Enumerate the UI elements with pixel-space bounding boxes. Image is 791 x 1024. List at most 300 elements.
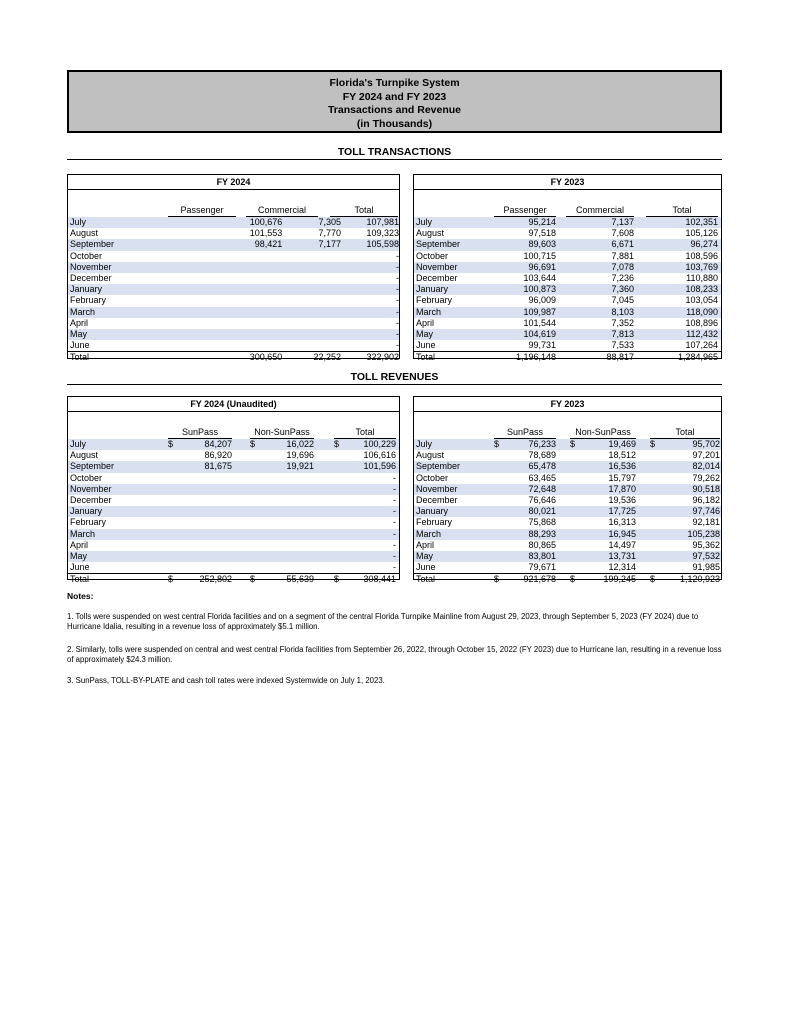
cell-value: - — [396, 250, 399, 261]
cell-value — [250, 562, 314, 573]
revenues-fy2023-table — [413, 396, 722, 585]
cell-value: - — [393, 539, 396, 550]
cell-value: 79,671 — [528, 562, 556, 573]
table-row — [68, 251, 399, 262]
cell-value: - — [393, 550, 396, 561]
row-label: November — [416, 483, 458, 494]
currency-cell — [168, 439, 232, 450]
cell-value — [292, 318, 341, 329]
row-label: May — [416, 550, 434, 561]
table-row — [414, 284, 721, 295]
currency-symbol: $ — [570, 574, 576, 585]
cell-value: 95,702 — [692, 439, 720, 449]
cell-value — [236, 340, 282, 351]
cell-value — [250, 529, 314, 540]
cell-value — [168, 473, 232, 484]
table-row — [68, 239, 399, 250]
cell-value: - — [396, 306, 399, 317]
table-row — [414, 484, 721, 495]
table-row — [414, 318, 721, 329]
cell-value — [292, 329, 341, 340]
cell-value: - — [393, 472, 396, 483]
title-line-3: Transactions and Revenue — [327, 104, 462, 116]
row-label: October — [70, 250, 103, 261]
cell-value: 80,021 — [528, 506, 556, 517]
cell-value: 75,868 — [528, 517, 556, 528]
cell-value: - — [393, 494, 396, 505]
cell-value: 96,691 — [528, 261, 556, 272]
cell-value: - — [393, 528, 396, 539]
row-label: April — [416, 539, 435, 550]
table-row — [68, 473, 399, 484]
cell-value: 83,801 — [528, 550, 556, 561]
cell-value: 112,432 — [686, 328, 718, 339]
col-header: Total — [334, 427, 396, 439]
total-row — [68, 351, 399, 363]
transactions-fy2024-table — [67, 174, 400, 363]
row-label: January — [70, 284, 103, 295]
cell-value: 84,207 — [204, 439, 232, 449]
cell-value: 100,873 — [523, 284, 556, 295]
cell-value — [236, 295, 282, 306]
table-row — [68, 228, 399, 239]
cell-value: 106,616 — [363, 450, 396, 461]
row-label: June — [416, 562, 436, 573]
cell-value: 101,596 — [363, 461, 396, 472]
table-row — [68, 562, 399, 573]
table-row — [414, 273, 721, 284]
row-label: September — [416, 461, 461, 472]
row-label: November — [416, 261, 458, 272]
row-label: February — [70, 517, 107, 528]
currency-cell — [570, 574, 636, 585]
cell-value: 8,103 — [611, 306, 634, 317]
row-label: August — [70, 450, 99, 461]
title-line-1: Florida's Turnpike System — [329, 77, 460, 89]
cell-value: 100,715 — [523, 250, 556, 261]
cell-value — [168, 495, 232, 506]
cell-value: - — [393, 562, 396, 573]
currency-cell — [494, 574, 556, 585]
cell-value: 88,293 — [528, 528, 556, 539]
cell-value: 15,797 — [608, 472, 636, 483]
cell-value: 97,532 — [692, 550, 720, 561]
table-row — [68, 484, 399, 495]
cell-value: 96,182 — [692, 494, 720, 505]
cell-value: 108,596 — [685, 250, 718, 261]
cell-value — [292, 251, 341, 262]
cell-value — [236, 262, 282, 273]
cell-value: - — [396, 284, 399, 295]
table-row — [68, 439, 399, 450]
cell-value — [250, 540, 314, 551]
cell-value: 79,262 — [692, 472, 720, 483]
cell-value: 100,676 — [249, 217, 283, 227]
cell-value — [236, 284, 282, 295]
col-header: Passenger — [494, 205, 556, 217]
cell-value: 76,233 — [528, 439, 556, 449]
table-row — [414, 262, 721, 273]
cell-value: 118,090 — [686, 306, 718, 317]
cell-value: 16,945 — [608, 528, 636, 539]
col-header: Total — [650, 427, 720, 439]
cell-value: 105,598 — [366, 239, 399, 250]
cell-value: 96,009 — [528, 295, 556, 306]
cell-value: 7,533 — [611, 340, 634, 351]
table-row — [414, 473, 721, 484]
table-row — [68, 551, 399, 562]
table-row — [68, 217, 399, 228]
currency-symbol: $ — [168, 439, 174, 449]
cell-value — [168, 562, 232, 573]
cell-value: 97,518 — [528, 228, 556, 239]
row-label: Total — [416, 352, 436, 363]
title-line-2: FY 2024 and FY 2023 — [342, 90, 447, 103]
cell-value — [250, 506, 314, 517]
cell-value: - — [396, 340, 399, 351]
cell-value: 97,746 — [692, 506, 720, 517]
row-label: September — [70, 239, 115, 250]
note-2: 2. Similarly, tolls were suspended on central and west central Florida facilities from September 26, 2022, through October 15, 2022 (FY 2023) due to Hurricane Ian, resulting in a revenue loss of approximately $24.3 million. — [67, 645, 722, 664]
row-label: July — [70, 439, 87, 449]
row-label: March — [416, 528, 442, 539]
cell-value — [292, 307, 341, 318]
table-row — [414, 228, 721, 239]
currency-cell — [650, 439, 720, 450]
cell-value: 103,054 — [685, 295, 718, 306]
table-title: FY 2024 — [68, 175, 399, 190]
row-label: September — [70, 461, 115, 472]
transactions-section-title: TOLL TRANSACTIONS — [337, 146, 452, 158]
table-row — [414, 329, 721, 340]
row-label: August — [416, 450, 445, 461]
cell-value — [250, 517, 314, 528]
cell-value: 55,639 — [286, 574, 314, 585]
row-label: October — [70, 472, 103, 483]
cell-value: 109,323 — [366, 228, 399, 239]
cell-value: 86,920 — [204, 450, 232, 461]
cell-value — [168, 517, 232, 528]
row-label: June — [70, 340, 90, 351]
cell-value — [168, 484, 232, 495]
total-row — [414, 351, 721, 363]
cell-value: 7,352 — [611, 317, 634, 328]
cell-value: - — [396, 328, 399, 339]
table-title: FY 2023 — [414, 175, 721, 190]
table-row — [68, 284, 399, 295]
cell-value: 101,553 — [249, 228, 283, 239]
currency-symbol: $ — [168, 574, 174, 585]
cell-value: 96,274 — [690, 239, 718, 250]
table-row — [68, 517, 399, 528]
cell-value: 16,313 — [608, 517, 636, 528]
cell-value: 19,469 — [608, 439, 636, 449]
table-row — [414, 495, 721, 506]
table-row — [68, 506, 399, 517]
row-label: May — [70, 550, 88, 561]
cell-value: 7,608 — [611, 228, 634, 239]
row-label: December — [70, 272, 112, 283]
transactions-fy2023-table — [413, 174, 722, 363]
col-header: Total — [330, 205, 398, 217]
cell-value: 12,314 — [608, 562, 636, 573]
currency-symbol: $ — [334, 574, 340, 585]
cell-value: 19,536 — [608, 494, 636, 505]
col-header: Commercial — [566, 205, 634, 217]
row-label: January — [416, 506, 449, 517]
currency-symbol: $ — [250, 574, 256, 585]
cell-value: 199,245 — [603, 574, 636, 585]
cell-value — [236, 251, 282, 262]
cell-value: 72,648 — [528, 483, 556, 494]
cell-value: 107,981 — [366, 217, 399, 227]
cell-value: 109,987 — [523, 306, 556, 317]
cell-value — [168, 551, 232, 562]
table-row — [68, 340, 399, 351]
row-label: February — [70, 295, 107, 306]
cell-value: - — [396, 272, 399, 283]
cell-value: 80,865 — [528, 539, 556, 550]
cell-value: 308,441 — [363, 574, 396, 585]
table-body — [414, 217, 721, 363]
table-row — [414, 450, 721, 461]
cell-value: 17,870 — [608, 483, 636, 494]
table-row — [68, 262, 399, 273]
table-row — [68, 540, 399, 551]
cell-value: 102,351 — [685, 217, 718, 227]
table-row — [414, 439, 721, 450]
row-label: December — [416, 494, 458, 505]
table-body — [68, 217, 399, 363]
row-label: April — [70, 317, 89, 328]
table-row — [414, 340, 721, 351]
row-label: November — [70, 483, 112, 494]
cell-value: 300,650 — [249, 352, 283, 363]
cell-value: 16,022 — [286, 439, 314, 449]
table-row — [68, 450, 399, 461]
report-title-box — [67, 70, 722, 133]
note-1: 1. Tolls were suspended on west central Florida facilities and on a segment of the central Florida Turnpike Mainline from August 29, 2023, through September 5, 2023 (FY 2024) due to Hurricane Idalia, resulting in a revenue loss of approximately $5.1 million. — [67, 612, 699, 631]
cell-value: 101,544 — [523, 317, 556, 328]
cell-value: 7,078 — [611, 261, 634, 272]
cell-value: 322,902 — [366, 352, 399, 363]
cell-value: 98,421 — [254, 239, 283, 250]
col-header: Non-SunPass — [250, 427, 314, 439]
row-label: June — [416, 340, 436, 351]
cell-value — [292, 273, 341, 284]
cell-value: 110,880 — [686, 272, 718, 283]
cell-value: 7,305 — [318, 217, 341, 227]
table-row — [414, 540, 721, 551]
cell-value — [236, 273, 282, 284]
row-label: January — [70, 506, 103, 517]
cell-value: 81,675 — [204, 461, 232, 472]
row-label: August — [70, 228, 99, 239]
cell-value: 82,014 — [692, 461, 720, 472]
row-label: March — [70, 528, 96, 539]
total-row — [414, 573, 721, 585]
row-label: January — [416, 284, 449, 295]
cell-value — [250, 551, 314, 562]
cell-value: 76,646 — [528, 494, 556, 505]
row-label: March — [416, 306, 442, 317]
row-label: September — [416, 239, 461, 250]
row-label: October — [416, 250, 449, 261]
cell-value: - — [393, 506, 396, 517]
cell-value: 104,619 — [523, 328, 556, 339]
table-body — [68, 439, 399, 585]
row-label: Total — [70, 574, 90, 585]
cell-value: 7,045 — [611, 295, 634, 306]
cell-value: 91,985 — [692, 562, 720, 573]
revenues-section-title: TOLL REVENUES — [350, 371, 439, 383]
row-label: December — [70, 494, 112, 505]
currency-cell — [334, 574, 396, 585]
cell-value: 7,360 — [611, 284, 634, 295]
table-row — [68, 273, 399, 284]
cell-value — [292, 340, 341, 351]
row-label: April — [70, 539, 89, 550]
table-row — [68, 461, 399, 472]
row-label: April — [416, 317, 435, 328]
cell-value: - — [396, 317, 399, 328]
table-body — [414, 439, 721, 585]
cell-value: 95,362 — [692, 539, 720, 550]
currency-cell — [494, 439, 556, 450]
cell-value — [168, 540, 232, 551]
table-row — [68, 495, 399, 506]
currency-cell — [168, 574, 232, 585]
section-divider — [67, 384, 722, 385]
table-row — [414, 517, 721, 528]
cell-value: 16,536 — [608, 461, 636, 472]
row-label: February — [416, 517, 453, 528]
row-label: Total — [416, 574, 436, 585]
column-headers — [414, 203, 721, 217]
row-label: May — [70, 328, 88, 339]
cell-value: 95,214 — [528, 217, 556, 227]
row-label: June — [70, 562, 90, 573]
title-line-4: (in Thousands) — [356, 117, 433, 130]
cell-value: 89,603 — [528, 239, 556, 250]
cell-value: 921,678 — [523, 574, 556, 585]
table-row — [68, 318, 399, 329]
cell-value: 1,284,965 — [677, 352, 718, 363]
table-row — [68, 307, 399, 318]
col-header: SunPass — [168, 427, 232, 439]
row-label: February — [416, 295, 453, 306]
row-label: March — [70, 306, 96, 317]
cell-value: 7,881 — [611, 250, 634, 261]
cell-value: 63,465 — [528, 472, 556, 483]
table-row — [414, 239, 721, 250]
cell-value: - — [393, 483, 396, 494]
cell-value: 99,731 — [528, 340, 556, 351]
row-label: July — [416, 439, 433, 449]
cell-value: 105,238 — [687, 528, 720, 539]
table-row — [68, 329, 399, 340]
notes-title: Notes: — [67, 591, 94, 601]
currency-cell — [250, 574, 314, 585]
row-label: October — [416, 472, 449, 483]
cell-value: 1,120,923 — [679, 574, 720, 585]
cell-value — [168, 506, 232, 517]
cell-value — [236, 307, 282, 318]
cell-value: 7,813 — [611, 328, 634, 339]
row-label: July — [70, 217, 87, 227]
table-row — [414, 551, 721, 562]
cell-value: 252,802 — [199, 574, 232, 585]
cell-value — [168, 529, 232, 540]
cell-value: 103,769 — [685, 261, 718, 272]
col-header: Passenger — [168, 205, 236, 217]
table-row — [414, 217, 721, 228]
col-header: Total — [646, 205, 718, 217]
section-divider — [67, 159, 722, 160]
cell-value: 105,126 — [685, 228, 718, 239]
cell-value — [250, 473, 314, 484]
row-label: Total — [70, 352, 90, 363]
cell-value: 19,696 — [286, 450, 314, 461]
table-row — [414, 461, 721, 472]
cell-value: 97,201 — [692, 450, 720, 461]
cell-value: 107,264 — [685, 340, 718, 351]
cell-value: 88,817 — [606, 352, 634, 363]
table-row — [414, 307, 721, 318]
currency-symbol: $ — [334, 439, 340, 449]
row-label: May — [416, 328, 434, 339]
total-row — [68, 573, 399, 585]
cell-value: 90,518 — [692, 483, 720, 494]
currency-symbol: $ — [494, 574, 500, 585]
cell-value: 13,731 — [608, 550, 636, 561]
cell-value: 7,177 — [318, 239, 341, 250]
cell-value: 100,229 — [363, 439, 396, 449]
currency-symbol: $ — [650, 439, 656, 449]
cell-value — [250, 495, 314, 506]
row-label: July — [416, 217, 433, 227]
row-label: August — [416, 228, 445, 239]
column-headers — [414, 425, 721, 439]
currency-cell — [570, 439, 636, 450]
table-row — [414, 562, 721, 573]
col-header: Commercial — [246, 205, 318, 217]
table-row — [414, 251, 721, 262]
cell-value: 65,478 — [528, 461, 556, 472]
row-label: December — [416, 272, 458, 283]
cell-value: - — [396, 295, 399, 306]
col-header: Non-SunPass — [570, 427, 636, 439]
currency-symbol: $ — [570, 439, 576, 449]
column-headers — [68, 203, 399, 217]
row-label: November — [70, 261, 112, 272]
table-title: FY 2024 (Unaudited) — [68, 397, 399, 412]
currency-cell — [650, 574, 720, 585]
cell-value: 78,689 — [528, 450, 556, 461]
column-headers — [68, 425, 399, 439]
cell-value: 103,644 — [523, 272, 556, 283]
note-3: 3. SunPass, TOLL-BY-PLATE and cash toll rates were indexed Systemwide on July 1, 2023. — [67, 676, 385, 685]
cell-value: 19,921 — [286, 461, 314, 472]
table-row — [414, 529, 721, 540]
cell-value: 7,137 — [611, 217, 634, 227]
cell-value — [236, 318, 282, 329]
cell-value: 1,196,148 — [515, 352, 556, 363]
currency-symbol: $ — [494, 439, 500, 449]
cell-value: 108,233 — [685, 284, 718, 295]
cell-value: 7,236 — [611, 272, 634, 283]
cell-value — [292, 262, 341, 273]
